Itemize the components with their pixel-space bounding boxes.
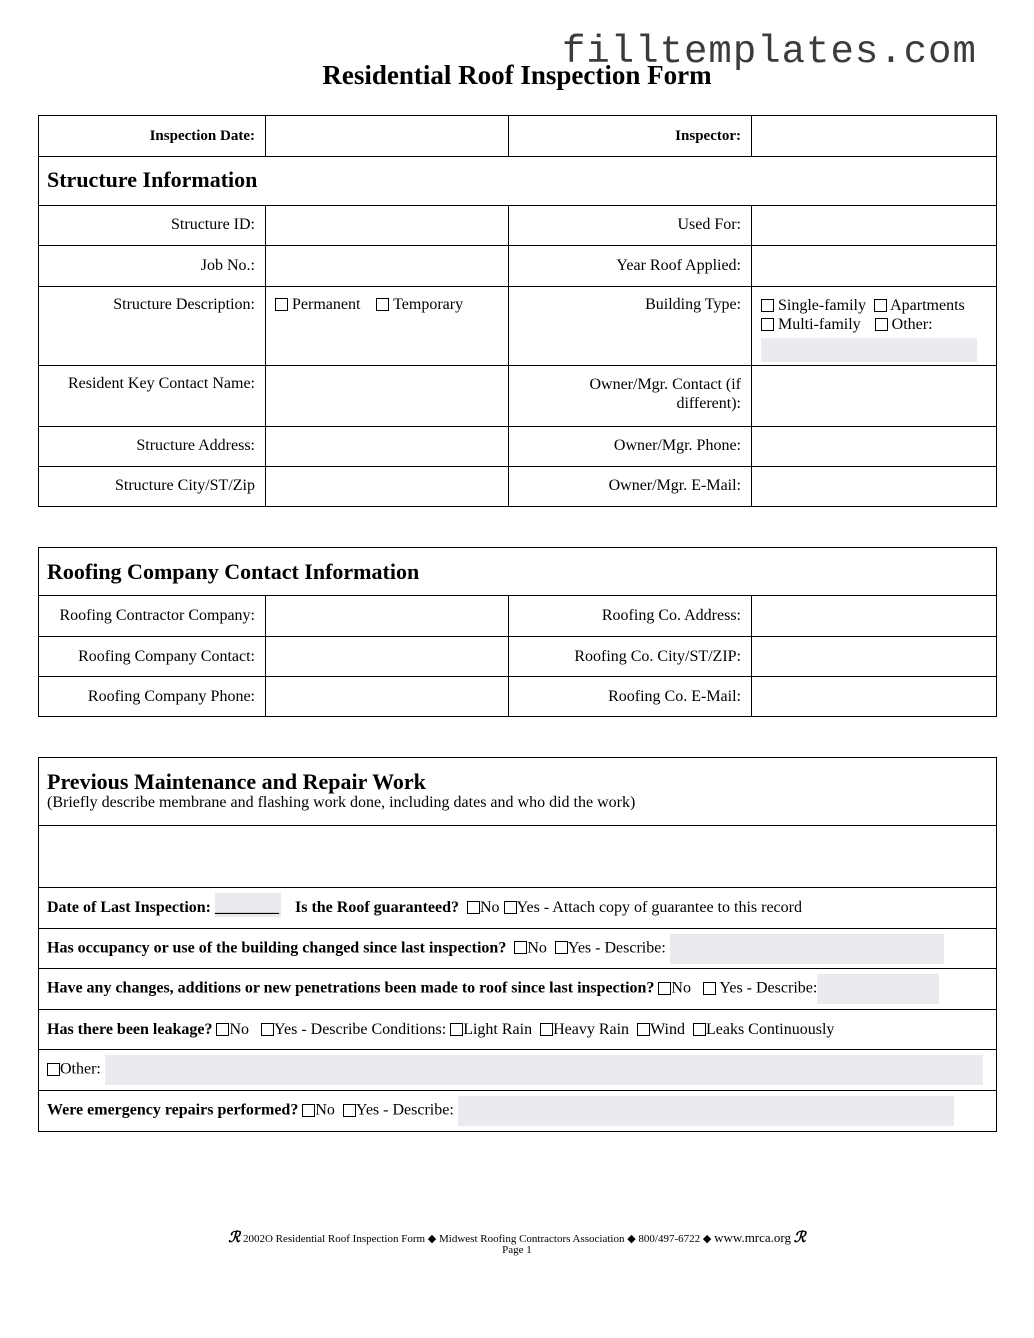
leakage-yes-checkbox[interactable]: [261, 1023, 274, 1036]
inspection-date-label: Inspection Date:: [39, 116, 266, 157]
resident-contact-label: Resident Key Contact Name:: [39, 365, 266, 426]
other-leak-label: Other:: [60, 1060, 101, 1078]
owner-contact-label: Owner/Mgr. Contact (if different):: [509, 365, 752, 426]
multi-family-label: Multi-family: [778, 315, 861, 333]
emergency-no-label: No: [315, 1101, 335, 1119]
leakage-no-label: No: [229, 1020, 250, 1038]
heavy-rain-checkbox[interactable]: [540, 1023, 553, 1036]
temporary-checkbox[interactable]: [376, 298, 389, 311]
mrca-logo-icon: ℛ: [228, 1230, 241, 1246]
emergency-describe-field[interactable]: [458, 1096, 954, 1126]
owner-contact-field[interactable]: [752, 365, 997, 426]
light-rain-label: Light Rain: [463, 1020, 533, 1038]
occupancy-question: Has occupancy or use of the building changed since last inspection?: [47, 939, 507, 957]
job-no-field[interactable]: [266, 245, 509, 286]
contractor-company-label: Roofing Contractor Company:: [39, 596, 266, 637]
guaranteed-question: Is the Roof guaranteed?: [295, 899, 459, 916]
changes-yes-checkbox[interactable]: [703, 982, 716, 995]
wind-label: Wind: [650, 1020, 685, 1038]
wind-checkbox[interactable]: [637, 1023, 650, 1036]
mrca-logo-icon-right: ℛ: [793, 1230, 806, 1246]
permanent-label: Permanent: [292, 295, 361, 313]
job-no-label: Job No.:: [39, 245, 266, 286]
owner-phone-label: Owner/Mgr. Phone:: [509, 426, 752, 466]
maintenance-description-field[interactable]: [39, 826, 997, 888]
emergency-no-checkbox[interactable]: [302, 1104, 315, 1117]
permanent-checkbox[interactable]: [275, 298, 288, 311]
occupancy-no-checkbox[interactable]: [514, 941, 527, 954]
maintenance-section-subtitle: (Briefly describe membrane and flashing work done, including dates and who did the work): [47, 794, 636, 811]
emergency-yes-label: Yes - Describe:: [355, 1101, 454, 1119]
structure-description-options: [266, 286, 509, 365]
structure-table: [38, 156, 997, 507]
changes-no-label: No: [671, 979, 691, 997]
owner-phone-field[interactable]: [752, 426, 997, 466]
structure-city-field[interactable]: [266, 466, 509, 506]
occupancy-row: [39, 929, 997, 969]
structure-section-header: [39, 156, 997, 205]
maintenance-section-header: [39, 758, 997, 826]
changes-row: [39, 969, 997, 1010]
year-roof-applied-field[interactable]: [752, 245, 997, 286]
changes-yes-label: Yes - Describe:: [719, 979, 818, 997]
roofing-section-header: [39, 548, 997, 596]
occupancy-yes-label: Yes - Describe:: [567, 939, 666, 957]
header-table: [38, 115, 997, 157]
occupancy-describe-field[interactable]: [670, 934, 944, 964]
leaks-continuously-checkbox[interactable]: [693, 1023, 706, 1036]
building-type-label: Building Type:: [509, 286, 752, 365]
guaranteed-yes-checkbox[interactable]: [504, 901, 517, 914]
leakage-question: Has there been leakage?: [47, 1020, 213, 1038]
other-leak-field[interactable]: [105, 1055, 983, 1085]
structure-section-title: Structure Information: [47, 167, 258, 193]
inspector-field[interactable]: [752, 116, 997, 157]
emergency-row: [39, 1091, 997, 1132]
company-phone-field[interactable]: [266, 677, 509, 717]
heavy-rain-label: Heavy Rain: [553, 1020, 630, 1038]
used-for-label: Used For:: [509, 205, 752, 245]
page-title: Residential Roof Inspection Form: [322, 60, 712, 90]
guaranteed-no-checkbox[interactable]: [467, 901, 480, 914]
owner-email-field[interactable]: [752, 466, 997, 506]
guaranteed-no-label: No: [480, 899, 500, 916]
structure-city-label: Structure City/ST/Zip: [39, 466, 266, 506]
company-contact-field[interactable]: [266, 637, 509, 677]
used-for-field[interactable]: [752, 205, 997, 245]
company-phone-label: Roofing Company Phone:: [39, 677, 266, 717]
apartments-label: Apartments: [890, 296, 965, 314]
changes-question: Have any changes, additions or new penetrations been made to roof since last inspection?: [47, 979, 655, 997]
page-number: Page 1: [502, 1244, 532, 1256]
contractor-company-field[interactable]: [266, 596, 509, 637]
structure-description-label: Structure Description:: [39, 286, 266, 365]
structure-address-label: Structure Address:: [39, 426, 266, 466]
building-type-options: [752, 286, 997, 365]
watermark: filltemplates.com: [562, 30, 977, 74]
roofing-section-title: Roofing Company Contact Information: [47, 558, 420, 584]
single-family-label: Single-family: [778, 296, 866, 314]
footer-text: 2002O Residential Roof Inspection Form ◆ Midwest Roofing Contractors Association ◆ 800/497-6722 ◆: [242, 1233, 712, 1245]
other-building-checkbox[interactable]: [875, 318, 888, 331]
occupancy-no-label: No: [527, 939, 547, 957]
other-building-label: Other:: [891, 315, 933, 333]
structure-address-field[interactable]: [266, 426, 509, 466]
changes-no-checkbox[interactable]: [658, 982, 671, 995]
inspection-date-field[interactable]: [266, 116, 509, 157]
co-address-field[interactable]: [752, 596, 997, 637]
co-address-label: Roofing Co. Address:: [509, 596, 752, 637]
emergency-question: Were emergency repairs performed?: [47, 1101, 299, 1119]
co-email-field[interactable]: [752, 677, 997, 717]
changes-describe-field[interactable]: [817, 974, 939, 1004]
roofing-table: [38, 547, 997, 717]
occupancy-yes-checkbox[interactable]: [555, 941, 568, 954]
leaks-continuously-label: Leaks Continuously: [705, 1020, 835, 1038]
single-family-checkbox[interactable]: [761, 299, 774, 312]
co-city-field[interactable]: [752, 637, 997, 677]
guaranteed-yes-label: Yes - Attach copy of guarantee to this record: [516, 899, 802, 916]
footer-site: www.mrca.org: [714, 1230, 792, 1245]
temporary-label: Temporary: [393, 295, 464, 313]
co-city-label: Roofing Co. City/ST/ZIP:: [509, 637, 752, 677]
light-rain-checkbox[interactable]: [450, 1023, 463, 1036]
leakage-row: [39, 1010, 997, 1050]
company-contact-label: Roofing Company Contact:: [39, 637, 266, 677]
last-inspection-label: Date of Last Inspection:: [47, 899, 211, 916]
last-inspection-row: [39, 888, 997, 929]
apartments-checkbox[interactable]: [874, 299, 887, 312]
other-building-field[interactable]: [761, 338, 977, 362]
other-row: [39, 1050, 997, 1091]
resident-contact-field[interactable]: [266, 365, 509, 426]
last-inspection-field[interactable]: ________: [215, 899, 279, 917]
inspector-label: Inspector:: [509, 116, 752, 157]
other-leak-checkbox[interactable]: [47, 1063, 60, 1076]
co-email-label: Roofing Co. E-Mail:: [509, 677, 752, 717]
year-roof-applied-label: Year Roof Applied:: [509, 245, 752, 286]
structure-id-label: Structure ID:: [39, 205, 266, 245]
structure-id-field[interactable]: [266, 205, 509, 245]
leakage-no-checkbox[interactable]: [216, 1023, 229, 1036]
multi-family-checkbox[interactable]: [761, 318, 774, 331]
maintenance-table: [38, 757, 997, 1132]
emergency-yes-checkbox[interactable]: [343, 1104, 356, 1117]
owner-email-label: Owner/Mgr. E-Mail:: [509, 466, 752, 506]
leakage-yes-label: Yes - Describe Conditions:: [274, 1020, 447, 1038]
maintenance-section-title: Previous Maintenance and Repair Work: [47, 769, 426, 794]
